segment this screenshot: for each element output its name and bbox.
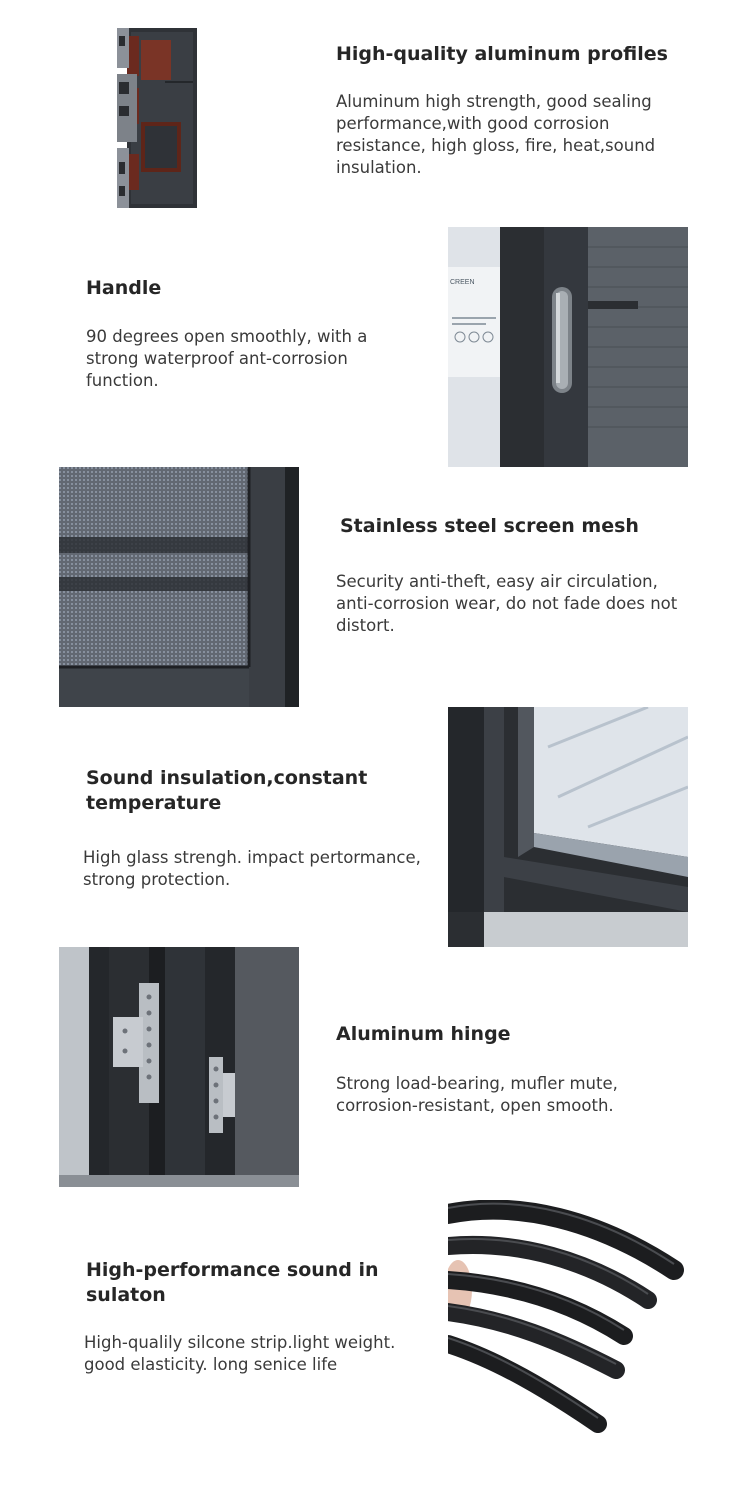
feature-1-title: High-quality aluminum profiles xyxy=(336,43,668,65)
feature-3-description: Security anti-theft, easy air circulation, anti-corrosion wear, do not fade does not distort. xyxy=(336,572,678,635)
feature-6-description: High-qualily silcone strip.light weight. good elasticity. long senice life xyxy=(84,1333,396,1374)
silicone-strip-image xyxy=(448,1200,688,1462)
feature-4-title: Sound insulation,constant temperature xyxy=(86,767,368,814)
feature-1-description: Aluminum high strength, good sealing performance,with good corrosion resistance, high gloss, fire, heat,sound insulation. xyxy=(336,92,656,177)
feature-4-description: High glass strengh. impact pertormance, strong protection. xyxy=(83,848,421,889)
aluminum-hinge-image xyxy=(59,947,299,1187)
feature-6-title: High-performance sound in sulaton xyxy=(86,1259,379,1306)
feature-5-title: Aluminum hinge xyxy=(336,1023,511,1045)
sign-text: CREEN xyxy=(450,279,475,286)
feature-2-description: 90 degrees open smoothly, with a strong waterproof ant-corrosion function. xyxy=(86,327,368,390)
feature-5-description: Strong load-bearing, mufler mute, corrosion-resistant, open smooth. xyxy=(336,1074,618,1115)
window-handle-image xyxy=(448,227,688,467)
screen-mesh-image xyxy=(59,467,299,707)
feature-2-title: Handle xyxy=(86,277,162,299)
feature-3-title: Stainless steel screen mesh xyxy=(340,515,639,537)
aluminum-profile-image xyxy=(105,22,205,217)
double-glazed-image xyxy=(448,707,688,947)
